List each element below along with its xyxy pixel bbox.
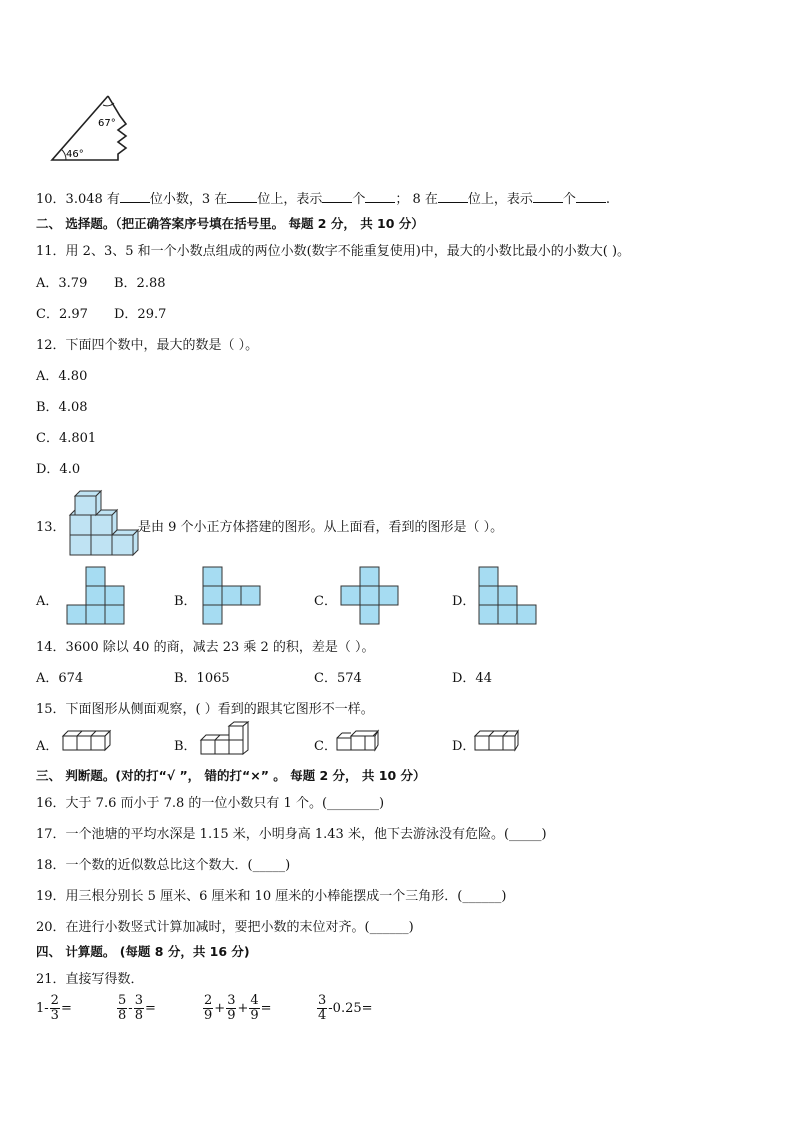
option-a[interactable]: A．674 [36,671,84,686]
section-4-heading: 四、 计算题。 (每题 8 分，共 16 分) [36,944,250,959]
angle-bottom-label: 46° [66,149,84,160]
option-a-figure[interactable] [66,566,128,626]
question-13-stem: 是由 9 个小正方体搭建的图形。从上面看，看到的图形是（ ）。 [138,520,504,535]
option-b[interactable]: B． [174,594,197,609]
expression-3: $\frac{2}{9}$ + $\frac{3}{9}$ + $\frac{4}{9}$ = [204,993,272,1023]
question-16: 16．大于 7.6 而小于 7.8 的一位小数只有 1 个。(________) [36,796,385,811]
triangle-figure [48,94,138,164]
answer-blank[interactable] [365,190,395,203]
question-19: 19．用三根分别长 5 厘米、6 厘米和 10 厘米的小棒能摆成一个三角形．(______) [36,889,507,904]
question-14-stem: 14．3600 除以 40 的商，减去 23 乘 2 的积，差是（ ）。 [36,640,375,655]
option-a[interactable]: A． [36,594,59,609]
answer-blank[interactable] [322,190,352,203]
expression-4: $\frac{3}{4}$ -0.25= [318,993,373,1023]
option-c-figure[interactable] [336,728,380,754]
option-c[interactable]: C．574 [314,671,362,686]
option-d[interactable]: D．4.0 [36,462,81,477]
question-17: 17．一个池塘的平均水深是 1.15 米，小明身高 1.43 米，他下去游泳没有危险。(_____) [36,827,547,842]
answer-blank[interactable] [227,190,257,203]
answer-blank[interactable] [438,190,468,203]
option-b-figure[interactable] [202,566,264,626]
answer-blank[interactable] [120,190,150,203]
option-d[interactable]: D． [452,594,476,609]
answer-blank[interactable] [576,190,606,203]
question-12-stem: 12．下面四个数中，最大的数是（ ）。 [36,338,259,353]
question-18: 18．一个数的近似数总比这个数大．(_____) [36,858,291,873]
option-a-figure[interactable] [62,728,112,754]
option-d-figure[interactable] [474,728,520,754]
question-21-stem: 21．直接写得数． [36,972,144,987]
option-c[interactable]: C． [314,594,337,609]
option-d[interactable]: D．29.7 [114,307,167,322]
option-b[interactable]: B． [174,739,197,754]
expression-2: $\frac{5}{8}$ - $\frac{3}{8}$ = [118,993,156,1023]
answer-blank[interactable] [533,190,563,203]
question-15-stem: 15．下面图形从侧面观察，( ）看到的跟其它图形不一样。 [36,702,374,717]
question-11-stem: 11．用 2、3、5 和一个小数点组成的两位小数(数字不能重复使用)中，最大的小数比最小的小数大( )。 [36,244,631,259]
option-b[interactable]: B．4.08 [36,400,88,415]
angle-top-label: 67° [98,118,116,129]
option-b[interactable]: B．1065 [174,671,230,686]
option-a[interactable]: A．3.79 [36,276,88,291]
section-3-heading: 三、 判断题。(对的打“√ ”， 错的打“×” 。 每题 2 分， 共 10 分） [36,768,426,783]
question-13-number: 13． [36,520,66,535]
option-a[interactable]: A． [36,739,59,754]
option-c[interactable]: C． [314,739,337,754]
question-10: 10．3.048 有 位小数，3 在 位上，表示 个 ； 8 在 位上，表示 个 . [36,192,611,207]
section-2-heading: 二、 选择题。（把正确答案序号填在括号里。 每题 2 分， 共 10 分） [36,216,424,231]
option-b[interactable]: B．2.88 [114,276,166,291]
cube-stack-figure [68,490,140,558]
question-20: 20．在进行小数竖式计算加减时，要把小数的末位对齐。(______) [36,920,414,935]
option-b-figure[interactable] [200,722,250,756]
expression-1: 1- $\frac{2}{3}$ = [36,993,72,1023]
option-c-figure[interactable] [340,566,402,626]
option-c[interactable]: C．2.97 [36,307,88,322]
option-d-figure[interactable] [478,566,540,626]
option-d[interactable]: D． [452,739,476,754]
option-a[interactable]: A．4.80 [36,369,88,384]
option-d[interactable]: D．44 [452,671,492,686]
option-c[interactable]: C．4.801 [36,431,97,446]
